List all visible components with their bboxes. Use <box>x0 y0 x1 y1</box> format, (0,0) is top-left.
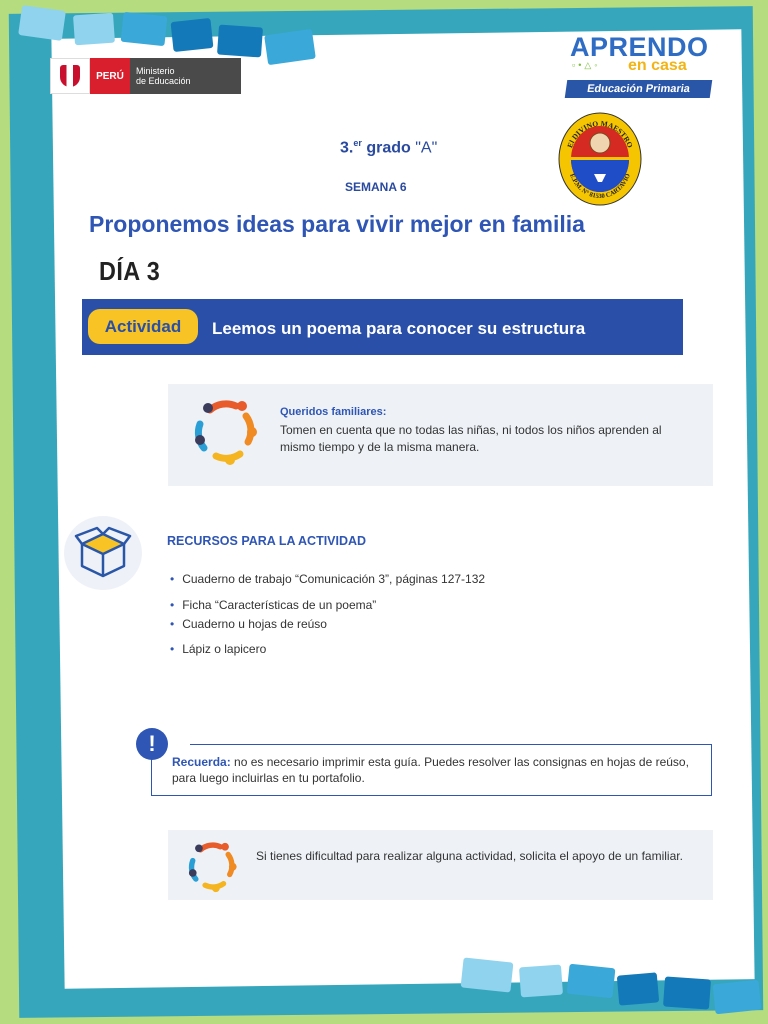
exclamation-icon: ! <box>136 728 168 760</box>
day-label: DÍA 3 <box>99 256 161 286</box>
aprendo-en-casa-logo <box>560 32 720 102</box>
family-note-text: Tomen en cuenta que no todas las niñas, ni todos los niños aprenden al mismo tiempo y de la misma manera. <box>280 423 662 454</box>
seal-bottom-text: E.P.M. N° 81530 CARTAVIO <box>568 172 632 201</box>
activity-banner <box>82 299 683 355</box>
brand-level-badge: Educación Primaria <box>565 80 713 98</box>
list-item: • Cuaderno de trabajo “Comunicación 3”, páginas 127-132 <box>170 572 486 586</box>
resources-icon-bg <box>64 516 142 590</box>
activity-title: Leemos un poema para conocer su estructura <box>212 319 586 338</box>
week-label: SEMANA 6 <box>345 180 407 194</box>
family-note-label: Queridos familiares: <box>280 406 387 418</box>
seal-top-text: El DIVINO MAESTRO <box>565 118 635 150</box>
help-note-box <box>168 830 713 900</box>
page-title: Proponemos ideas para vivir mejor en familia <box>89 211 585 237</box>
brand-aprendo: APRENDO <box>570 32 709 62</box>
grade-label: 3.$^{er}$ grado "A" <box>340 138 438 157</box>
school-seal-icon <box>558 112 642 206</box>
ministry-country: PERÚ <box>90 58 130 94</box>
family-circle-icon <box>182 836 242 896</box>
coat-of-arms-icon <box>50 58 90 94</box>
list-item: • Cuaderno u hojas de reúso <box>170 617 327 631</box>
reminder-box <box>148 731 712 796</box>
list-item: • Lápiz o lapicero <box>170 642 267 656</box>
box-icon <box>74 526 132 580</box>
reminder-text: Recuerda: no es necesario imprimir esta guía. Puedes resolver las consignas en hojas de reúso, para luego incluirlas en tu portafolio. <box>172 755 689 785</box>
help-note-text: Si tienes dificultad para realizar alguna actividad, solicita el apoyo de un familiar. <box>256 849 683 863</box>
activity-pill: Actividad <box>88 309 198 344</box>
list-item: • Ficha “Características de un poema” <box>170 598 377 612</box>
brand-en-casa: en casa <box>628 57 687 74</box>
ministry-name: Ministerio de Educación <box>130 58 241 94</box>
brand-shapes-icon: ▫•△◦ <box>572 60 601 70</box>
ministry-logo <box>50 58 241 94</box>
family-circle-icon <box>186 392 264 470</box>
family-note-box <box>168 384 713 486</box>
resources-title: RECURSOS PARA LA ACTIVIDAD <box>167 534 367 548</box>
